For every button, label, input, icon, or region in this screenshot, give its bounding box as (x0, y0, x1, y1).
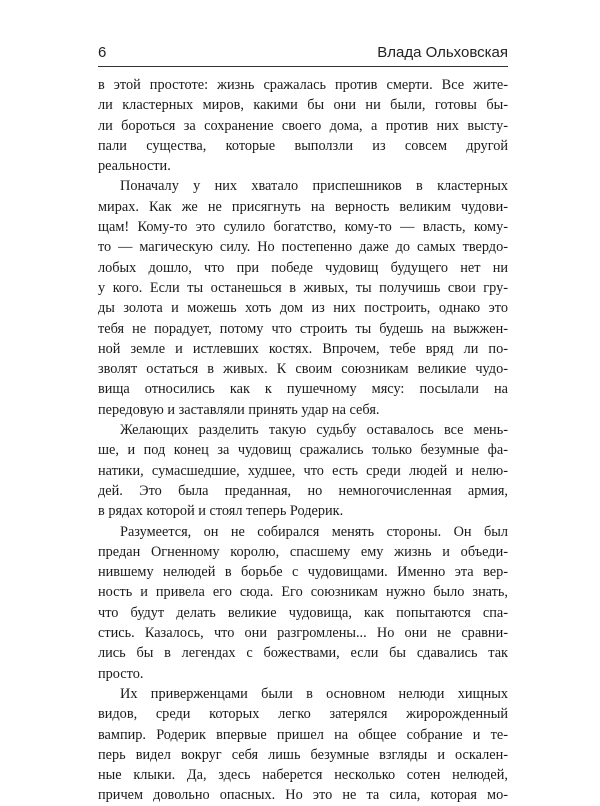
text-line: передовую и заставляли принять удар на себя. (98, 401, 380, 418)
text-line: реальности. (98, 158, 171, 175)
paragraph (98, 176, 508, 420)
text-line: вампир. Родерик впервые пришел на общее собрание и те- (98, 726, 508, 743)
paragraph (98, 684, 508, 806)
paragraph (98, 522, 508, 684)
paragraph (98, 75, 508, 176)
text-line: ность и привела его сюда. Его союзникам нужно было знать, (98, 584, 508, 601)
text-line: лись бы в легендах с божествами, если бы сдавались так (98, 645, 508, 662)
text-line: видов, среди которых легко затерялся жиророжденный (98, 706, 508, 723)
text-line: ные клыки. Да, здесь наберется несколько сотен нелюдей, (98, 767, 508, 784)
text-line: вища относились как к пушечному мясу: посылали на (98, 381, 508, 398)
text-line: ше, и под конец за чудовищ сражались только безумные фа- (98, 442, 508, 459)
text-line: тебя не порадует, потому что строить ты будешь на выжжен- (98, 320, 508, 337)
text-line: просто. (98, 665, 144, 682)
page-header (98, 44, 508, 66)
text-line: Их приверженцами были в основном нелюди хищных (120, 685, 508, 702)
text-line: нившему нелюдей в борьбе с чудовищами. Именно эта вер- (98, 564, 508, 581)
paragraph (98, 420, 508, 521)
header-rule (98, 66, 508, 67)
text-line: мирах. Как же не присягнуть на верность великим чудови- (98, 198, 508, 215)
text-line: дей. Это была преданная, но немногочисленная армия, (98, 482, 508, 499)
text-line: что будут делать великие чудовища, как попытаются спа- (98, 604, 508, 621)
text-line: ли бороться за сохранение своего дома, а против них высту- (98, 117, 508, 134)
text-line: Поначалу у них хватало приспешников в кластерных (120, 178, 508, 195)
text-line: причем довольно опасных. Но это не та сила, которая мо- (98, 787, 508, 804)
text-line: щам! Кому-то это сулило богатство, кому-то — власть, кому- (98, 219, 508, 236)
text-line: ды золота и можешь хоть дом из них построить, однако это (98, 300, 508, 317)
text-line: Желающих разделить такую судьбу оставалось все мень- (120, 422, 508, 439)
text-line: Разумеется, он не собирался менять стороны. Он был (120, 523, 508, 540)
page-number: 6 (98, 44, 107, 61)
text-line: то — магическую силу. Но постепенно даже до самых твердо- (98, 239, 508, 256)
text-line: ной земле и истлевших костях. Впрочем, тебе вряд ли по- (98, 340, 508, 357)
body-text (98, 75, 508, 806)
running-head-author: Влада Ольховская (377, 44, 508, 61)
text-line: пали существа, которые выползли из совсем другой (98, 137, 508, 154)
text-line: у кого. Если ты останешься в живых, ты получишь свои гру- (98, 279, 508, 296)
text-line: в этой простоте: жизнь сражалась против смерти. Все жите- (98, 77, 508, 93)
text-line: предан Огненному королю, спасшему ему жизнь и объеди- (98, 543, 508, 560)
text-line: в рядах которой и стоял теперь Родерик. (98, 503, 344, 520)
text-line: лобых дошло, что при победе чудовищ будущего нет ни (98, 259, 508, 276)
text-line: зволят остаться в живых. К своим союзникам великие чудо- (98, 361, 508, 378)
text-line: натики, сумасшедшие, худшее, что есть среди людей и нелю- (98, 462, 508, 479)
text-line: ли кластерных миров, какими бы они ни были, готовы бы- (98, 97, 508, 114)
text-line: перь видел вокруг себя лишь безумные взгляды и оскален- (98, 746, 508, 763)
text-line: стись. Казалось, что они разгромлены... Но они не сравни- (98, 625, 508, 642)
